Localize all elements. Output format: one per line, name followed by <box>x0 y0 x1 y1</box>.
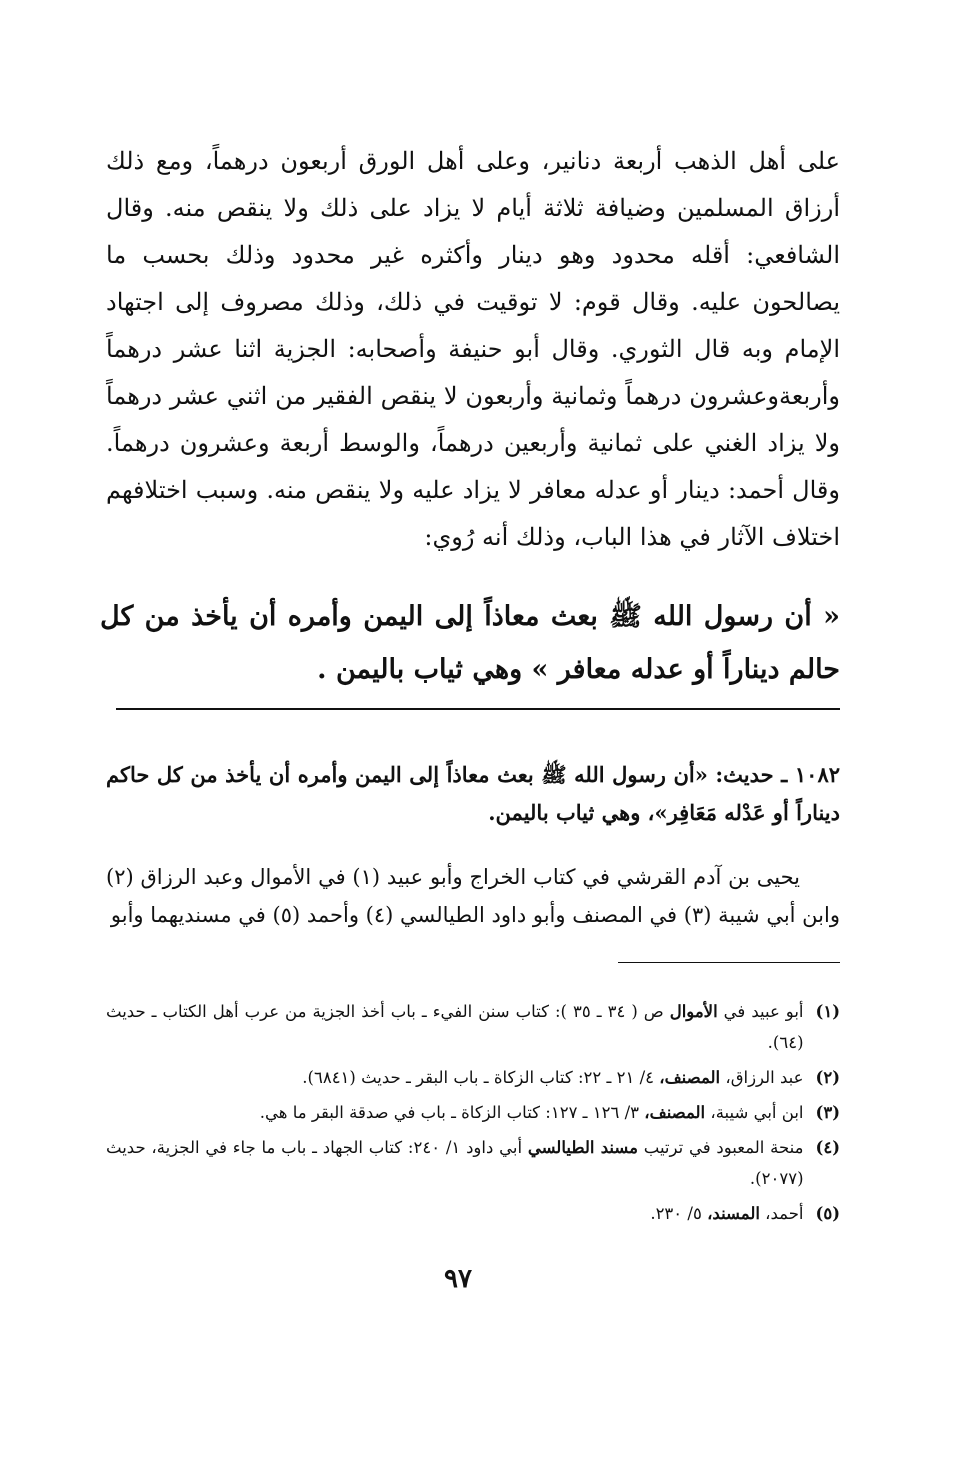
footnote-text: منحة المعبود في ترتيب مسند الطيالسي أبي داود ١/ ٢٤٠: كتاب الجهاد ـ باب ما جاء في الجزية، حديث (٢٠٧٧). <box>106 1138 804 1188</box>
footnotes-list <box>106 996 840 1233</box>
footnote-number: (٤) <box>815 1138 840 1157</box>
footnote-number: (٥) <box>815 1204 840 1223</box>
hadith-quote <box>100 590 840 696</box>
hadith-quote-text: « أن رسول الله ﷺ بعث معاذاً إلى اليمن وأمره أن يأخذ من كل حالم ديناراً أو عدله معافر » وهي ثياب باليمن . <box>100 601 840 685</box>
footnote-text: ابن أبي شيبة، المصنف، ٣/ ١٢٦ ـ ١٢٧: كتاب الزكاة ـ باب في صدقة البقر ما هي. <box>259 1103 804 1122</box>
main-divider <box>116 708 840 710</box>
footnote-number: (٣) <box>815 1103 840 1122</box>
takhrij-entry-heading <box>106 756 840 832</box>
footnote-item <box>106 1132 840 1194</box>
entry-body-text: يحيى بن آدم القرشي في كتاب الخراج وأبو عبيد (١) في الأموال وعبد الرزاق (٢) وابن أبي شيبة (٣) في المصنف وأبو داود الطيالسي (٤) وأحمد (٥) في مسنديهما وأبو <box>106 865 840 927</box>
entry-heading-text: «أن رسول الله ﷺ بعث معاذاً إلى اليمن وأمره أن يأخذ من كل حاكم ديناراً أو عَدْله مَعَافِر»، وهي ثياب باليمن. <box>106 762 840 825</box>
footnote-item <box>106 1062 840 1093</box>
takhrij-entry-body <box>106 858 840 934</box>
footnote-text: عبد الرزاق، المصنف، ٤/ ٢١ ـ ٢٢: كتاب الزكاة ـ باب البقر ـ حديث (٦٨٤١). <box>302 1068 804 1087</box>
main-paragraph: على أهل الذهب أربعة دنانير، وعلى أهل الورق أربعون درهماً، ومع ذلك أرزاق المسلمين وضيافة ثلاثة أيام لا يزاد على ذلك ولا ينقص منه. وقال الشافعي: أقله محدود وهو دينار وأكثره غير محدود وذلك بحسب ما يصالحون عليه. وقال قوم: لا توقيت في ذلك، وذلك مصروف إلى اجتهاد الإمام وبه قال الثوري. وقال أبو حنيفة وأصحابه: الجزية اثنا عشر درهماً وأربعةوعشرون درهماً وثمانية وأربعون لا ينقص الفقير من اثني عشر درهماً ولا يزاد الغني على ثمانية وأربعين درهماً، والوسط أربعة وعشرون درهماً. وقال أحمد: دينار أو عدله معافر لا يزاد عليه ولا ينقص منه. وسبب اختلافهم اختلاف الآثار في هذا الباب، وذلك أنه رُوي: <box>106 147 840 551</box>
main-text-block <box>106 138 840 561</box>
footnote-number: (٢) <box>815 1068 840 1087</box>
footnote-item <box>106 1097 840 1128</box>
footnote-text: أحمد، المسند، ٥/ ٢٣٠. <box>650 1204 804 1223</box>
footnote-number: (١) <box>815 1002 840 1021</box>
footnotes-divider <box>618 962 840 963</box>
footnote-item <box>106 1198 840 1229</box>
entry-number: ١٠٨٢ ـ حديث: <box>715 762 841 787</box>
footnote-item <box>106 996 840 1058</box>
page-number: ٩٧ <box>444 1264 472 1294</box>
footnote-text: أبو عبيد في الأموال ص ( ٣٤ ـ ٣٥ ): كتاب سنن الفيء ـ باب أخذ الجزية من عرب أهل الكتاب ـ حديث (٦٤). <box>106 1002 804 1052</box>
